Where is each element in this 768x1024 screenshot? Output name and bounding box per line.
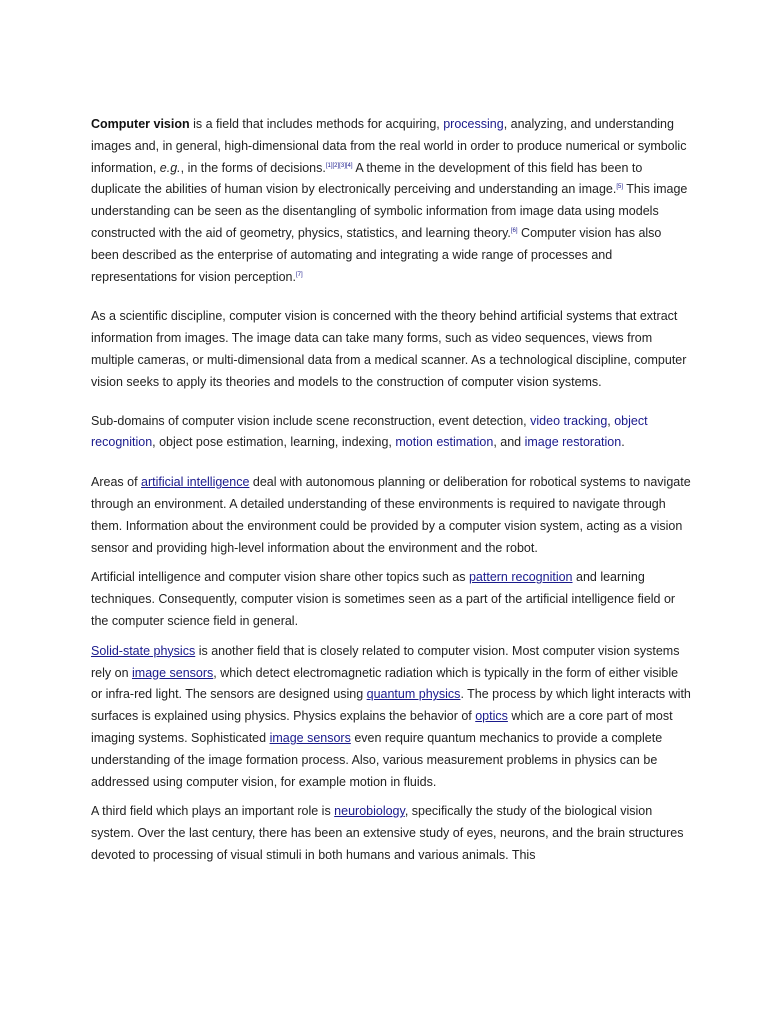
- link-image-sensors[interactable]: image sensors: [132, 665, 214, 680]
- link-neurobiology[interactable]: neurobiology: [334, 804, 405, 819]
- link-optics[interactable]: optics: [475, 709, 508, 724]
- citation-5[interactable]: [5]: [616, 184, 623, 191]
- link-processing[interactable]: processing: [443, 117, 504, 131]
- link-pattern-recognition[interactable]: pattern recognition: [468, 570, 573, 585]
- link-object-recognition[interactable]: object recognition: [91, 413, 648, 450]
- paragraph-solid-state-physics: Solid-state physics is another field that is closely related to computer vision. Most computer vision systems rely on image sensors, which detect electromagnetic radiation which is typically in the form of either visible or infra-red light. The sensors are designed using quantum physics. The process by which light interacts with surfaces is explained using physics. Physics explains the behavior of optics which are a core part of most imaging systems. Sophisticated image sensors even require quantum mechanics to provide a complete understanding of the image formation process. Also, various measurement problems in physics can be addressed using computer vision, for example motion in fluids.: [91, 643, 691, 789]
- term-computer-vision: Computer vision: [91, 117, 190, 131]
- link-artificial-intelligence[interactable]: artificial intelligence: [141, 475, 250, 490]
- link-video-tracking[interactable]: video tracking: [530, 413, 608, 428]
- citation-6[interactable]: [6]: [510, 227, 518, 234]
- citation-1-4[interactable]: [1][2][3][4]: [325, 162, 353, 169]
- paragraph-shared-topics: Artificial intelligence and computer vision share other topics such as pattern recognition and learning techniques. Consequently, computer vision is sometimes seen as a part of the artificial intelligence field or the computer science field in general.: [91, 570, 676, 628]
- link-motion-estimation[interactable]: motion estimation: [395, 435, 494, 450]
- paragraph-intro: Computer vision is a field that includes methods for acquiring, processing, analyzing, and understanding images and, in general, high-dimensional data from the real world in order to produce numerical or symbolic information, e.g., in the forms of decisions.[1][2][3][4] A theme in the development of this field has been to duplicate the abilities of human vision by electronically perceiving and understanding an image.[5] This image understanding can be seen as the disentangling of symbolic information from image data using models constructed with the aid of geometry, physics, statistics, and learning theory.[6] Computer vision has also been described as the enterprise of automating and integrating a wide range of processes and representations for vision perception.[7]: [91, 117, 688, 284]
- link-image-sensors-2[interactable]: image sensors: [269, 730, 351, 745]
- paragraph-sub-domains: Sub-domains of computer vision include scene reconstruction, event detection, video tracking, object recognition, object pose estimation, learning, indexing, motion estimation, and image restoration.: [91, 413, 648, 450]
- paragraph-artificial-intelligence: Areas of artificial intelligence deal with autonomous planning or deliberation for robotical systems to navigate through an environment. A detailed understanding of these environments is required to navigate through them. Information about the environment could be provided by a computer vision system, acting as a vision sensor and providing high-level information about the environment and the robot.: [91, 475, 691, 555]
- citation-7[interactable]: [7]: [295, 271, 303, 278]
- paragraph-neurobiology: A third field which plays an important role is neurobiology, specifically the study of the biological vision system. Over the last century, there has been an extensive study of eyes, neurons, and the brain structures devoted to processing of visual stimuli in both humans and various animals. This: [91, 804, 684, 862]
- link-quantum-physics[interactable]: quantum physics: [366, 687, 461, 702]
- article-body: [91, 114, 691, 867]
- link-image-restoration[interactable]: image restoration: [524, 435, 622, 450]
- link-solid-state-physics[interactable]: Solid-state physics: [91, 643, 196, 658]
- paragraph-scientific-discipline: As a scientific discipline, computer vision is concerned with the theory behind artificial systems that extract information from images. The image data can take many forms, such as video sequences, views from multiple cameras, or multi-dimensional data from a medical scanner. As a technological discipline, computer vision seeks to apply its theories and models to the construction of computer vision systems.: [91, 309, 687, 389]
